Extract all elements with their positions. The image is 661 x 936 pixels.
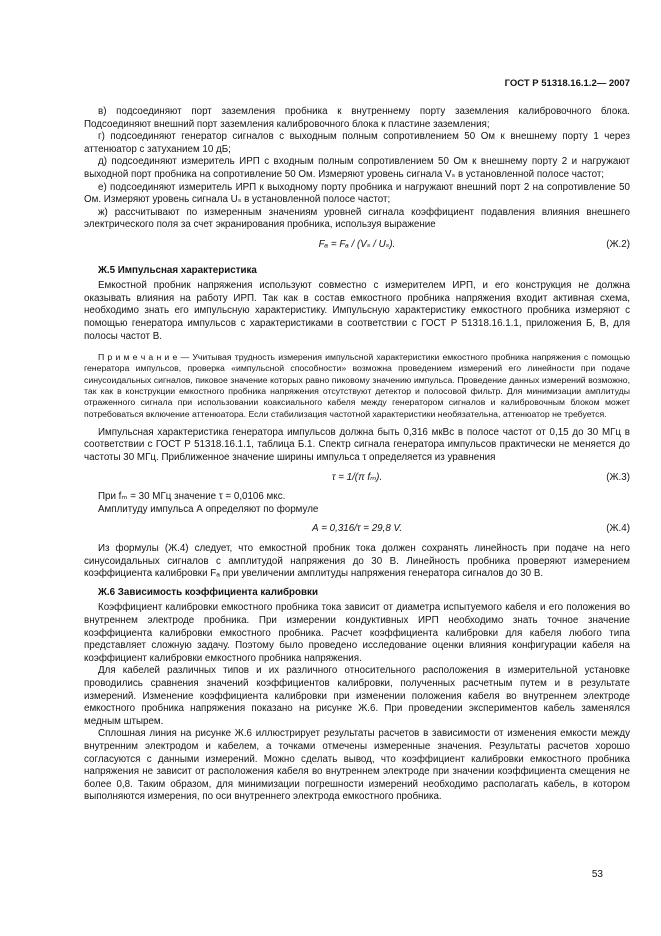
paragraph: При fₘ = 30 МГц значение τ = 0,0106 мкс. — [98, 491, 286, 503]
section-heading: Ж.5 Импульсная характеристика — [98, 264, 257, 276]
paragraph: Амплитуду импульса А определяют по формуле — [98, 503, 319, 515]
paragraph: Импульсная характеристика генератора импульсов должна быть 0,316 мкВс в полосе частот от 0,15 до 30 МГц в соответствии с ГОСТ Р 51318.16.1.1, таблица Б.1. Спектр сигнала генератора импульсов практически не меняется до частоты 30 МГц. Приближенное значение ширины импульса τ определяется из уравнения — [84, 426, 630, 464]
paragraph: д) подсоединяют измеритель ИРП с входным полным сопротивлением 50 Ом к внешнему порту 2 и нагружают выходной порт пробника на сопротивление 50 Ом. Измеряют уровень сигнала Vₛ в установленной полосе частот; — [84, 156, 630, 180]
formula-expression: Fₐ = Fₐ / (Vₛ / Uₛ). — [318, 238, 396, 250]
formula-expression: τ = 1/(π fₘ). — [331, 471, 383, 483]
formula-number: (Ж.2) — [606, 238, 630, 250]
paragraph: Из формулы (Ж.4) следует, что емкостной пробник тока должен сохранять линейность при подаче на него синусоидальных сигналов с амплитудой напряжения до 30 В. Линейность пробника проверяют измерением коэффициента калибровки Fₐ при увеличении амплитуды напряжения генератора сигналов до 30 В. — [84, 543, 630, 580]
formula-expression: А = 0,316/τ = 29,8 V. — [311, 523, 403, 535]
paragraph: Для кабелей различных типов и их различного относительного расположения в измерительной установке проводились сравнения значений коэффициентов калибровки, полученных расчетным путем и в результате измерений. Изменение коэффициента калибровки при изменении положения кабеля во внутреннем электроде емкостного пробника напряжения показано на рисунке Ж.6. При проведении экспериментов кабель заменялся медным штырем. — [84, 665, 630, 727]
paragraph: Емкостной пробник напряжения используют совместно с измерителем ИРП, и его конструкция не должна оказывать влияния на работу ИРП. Так как в состав емкостного пробника напряжения входит активная схема, необходимо знать его импульсную характеристику. Импульсную характеристику емкостного пробника измеряют с помощью генератора импульсов с характеристиками в соответствии с ГОСТ Р 51318.16.1.1, приложения Б, В, для полосы частот В. — [84, 280, 630, 342]
paragraph: Сплошная линия на рисунке Ж.6 иллюстрирует результаты расчетов в зависимости от изменения емкости между внутренним электродом и кабелем, а точками отмечены измеренные значения. Результаты расчетов хорошо согласуются с данными измерений. Можно сделать вывод, что коэффициент калибровки емкостного пробника напряжения не зависит от расположения кабеля во внутреннем электроде при значении коэффициента смещения не более 0,8. Таким образом, для минимизации погрешности измерений необходимо располагать кабель, в котором выполняются измерения, по оси внутреннего электрода емкостного пробника. — [84, 728, 630, 803]
paragraph: Коэффициент калибровки емкостного пробника тока зависит от диаметра испытуемого кабеля и его положения во внутреннем электроде пробника. При измерении кондуктивных ИРП необходимо знать точное значение коэффициента калибровки емкостного пробника. Расчет коэффициента калибровки для кабеля любого типа представляет сложную задачу. Поэтому было проведено исследование оценки влияния конфигурации кабеля на коэффициент калибровки емкостного пробника напряжения. — [84, 602, 630, 664]
formula-number: (Ж.4) — [606, 523, 630, 535]
formula-row — [84, 516, 630, 543]
paragraph: е) подсоединяют измеритель ИРП к выходному порту пробника и нагружают внешний порт 2 на сопротивление 50 Ом. Измеряют уровень сигнала Uₛ в установленной полосе частот; — [84, 181, 630, 206]
page-number: 53 — [591, 869, 603, 880]
formula-number: (Ж.3) — [606, 471, 630, 483]
section-heading: Ж.6 Зависимость коэффициента калибровки — [98, 586, 318, 598]
formula-row — [84, 232, 630, 259]
note-paragraph: П р и м е ч а н и е — Учитывая трудность измерения импульсной характеристики емкостного пробника напряжения с помощью генератора импульсов, проверка «импульсной способности» возможна проведением измерений его линейности при подаче синусоидальных сигналов, пиковое значение которых равно пиковому значению импульса. Проведение данных измерений возможно, так как в конструкции емкостного пробника напряжения отсутствуют детектор и полосовой фильтр. Для минимизации амплитуды отраженного сигнала при использовании коаксиального кабеля между генератором сигналов и калибровочным блоком может потребоваться включение аттенюатора. Если стабилизация частотной характеристики необязательна, аттенюатор не требуется. — [84, 352, 630, 419]
document-code: ГОСТ Р 51318.16.1.2— 2007 — [504, 78, 630, 89]
paragraph: в) подсоединяют порт заземления пробника к внутреннему порту заземления калибровочного блока. Подсоединяют внешний порт заземления калибровочного блока к пластине заземления; — [84, 106, 630, 130]
formula-row — [84, 465, 630, 492]
paragraph: г) подсоединяют генератор сигналов с выходным полным сопротивлением 50 Ом к внешнему порту 1 через аттенюатор с затуханием 10 дБ; — [84, 131, 630, 155]
document-body — [84, 106, 630, 804]
paragraph: ж) рассчитывают по измеренным значениям уровней сигнала коэффициент подавления влияния внешнего электрического поля за счет экранирования пробника, используя выражение — [84, 206, 630, 231]
